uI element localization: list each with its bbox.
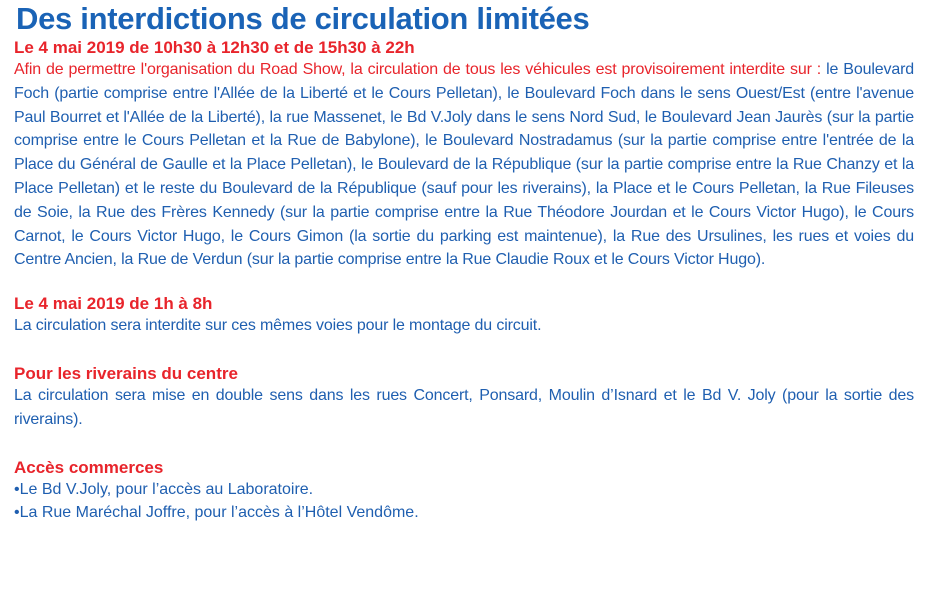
list-item: •Le Bd V.Joly, pour l’accès au Laboratoire. xyxy=(14,480,314,498)
spacer xyxy=(14,272,914,294)
page-title: Des interdictions de circulation limitées xyxy=(16,1,590,36)
section3-heading: Pour les riverains du centre xyxy=(14,363,238,383)
article xyxy=(14,0,914,524)
section1-body xyxy=(14,58,914,272)
spacer xyxy=(14,432,914,458)
section3-body: La circulation sera mise en double sens dans les rues Concert, Ponsard, Moulin d’Isnard et le Bd V. Joly (pour la sortie des riverains). xyxy=(14,386,914,428)
section1-streets: le Boulevard Foch (partie comprise entre l'Allée de la Liberté et le Cours Pelletan), le Boulevard Foch dans le sens Ouest/Est (entre l'avenue Paul Bourret et l'Allée de la Liberté), la rue Massenet, le Bd V.Joly dans le sens Nord Sud, le Boulevard Jean Jaurès (sur la partie comprise entre le Cours Pelletan et la Rue de Babylone), le Boulevard Nostradamus (sur la partie comprise entre l'entrée de la Place du Général de Gaulle et la Place Pelletan), le Boulevard de la République (sur la partie comprise entre la Rue Chanzy et la Place Pelletan) et le reste du Boulevard de la République (sauf pour les riverains), la Place et le Cours Pelletan, la Rue Fileuses de Soie, la Rue des Frères Kennedy (sur la partie comprise entre la Rue Théodore Jourdan et le Cours Victor Hugo), le Cours Carnot, le Cours Victor Hugo, le Cours Gimon (la sortie du parking est maintenue), la Rue des Ursulines, les rues et voies du Centre Ancien, la Rue de Verdun (sur la partie comprise entre la Rue Claudie Roux et le Cours Victor Hugo). xyxy=(14,61,914,269)
section1-intro: Afin de permettre l'organisation du Road Show, la circulation de tous les véhicules est provisoirement interdite sur : xyxy=(14,61,822,78)
spacer xyxy=(14,338,914,364)
section1-heading: Le 4 mai 2019 de 10h30 à 12h30 et de 15h30 à 22h xyxy=(14,38,415,57)
list-item: •La Rue Maréchal Joffre, pour l’accès à l’Hôtel Vendôme. xyxy=(14,503,419,521)
section2-body: La circulation sera interdite sur ces mêmes voies pour le montage du circuit. xyxy=(14,317,542,335)
section2-heading: Le 4 mai 2019 de 1h à 8h xyxy=(14,294,213,314)
section4-heading: Accès commerces xyxy=(14,457,164,477)
